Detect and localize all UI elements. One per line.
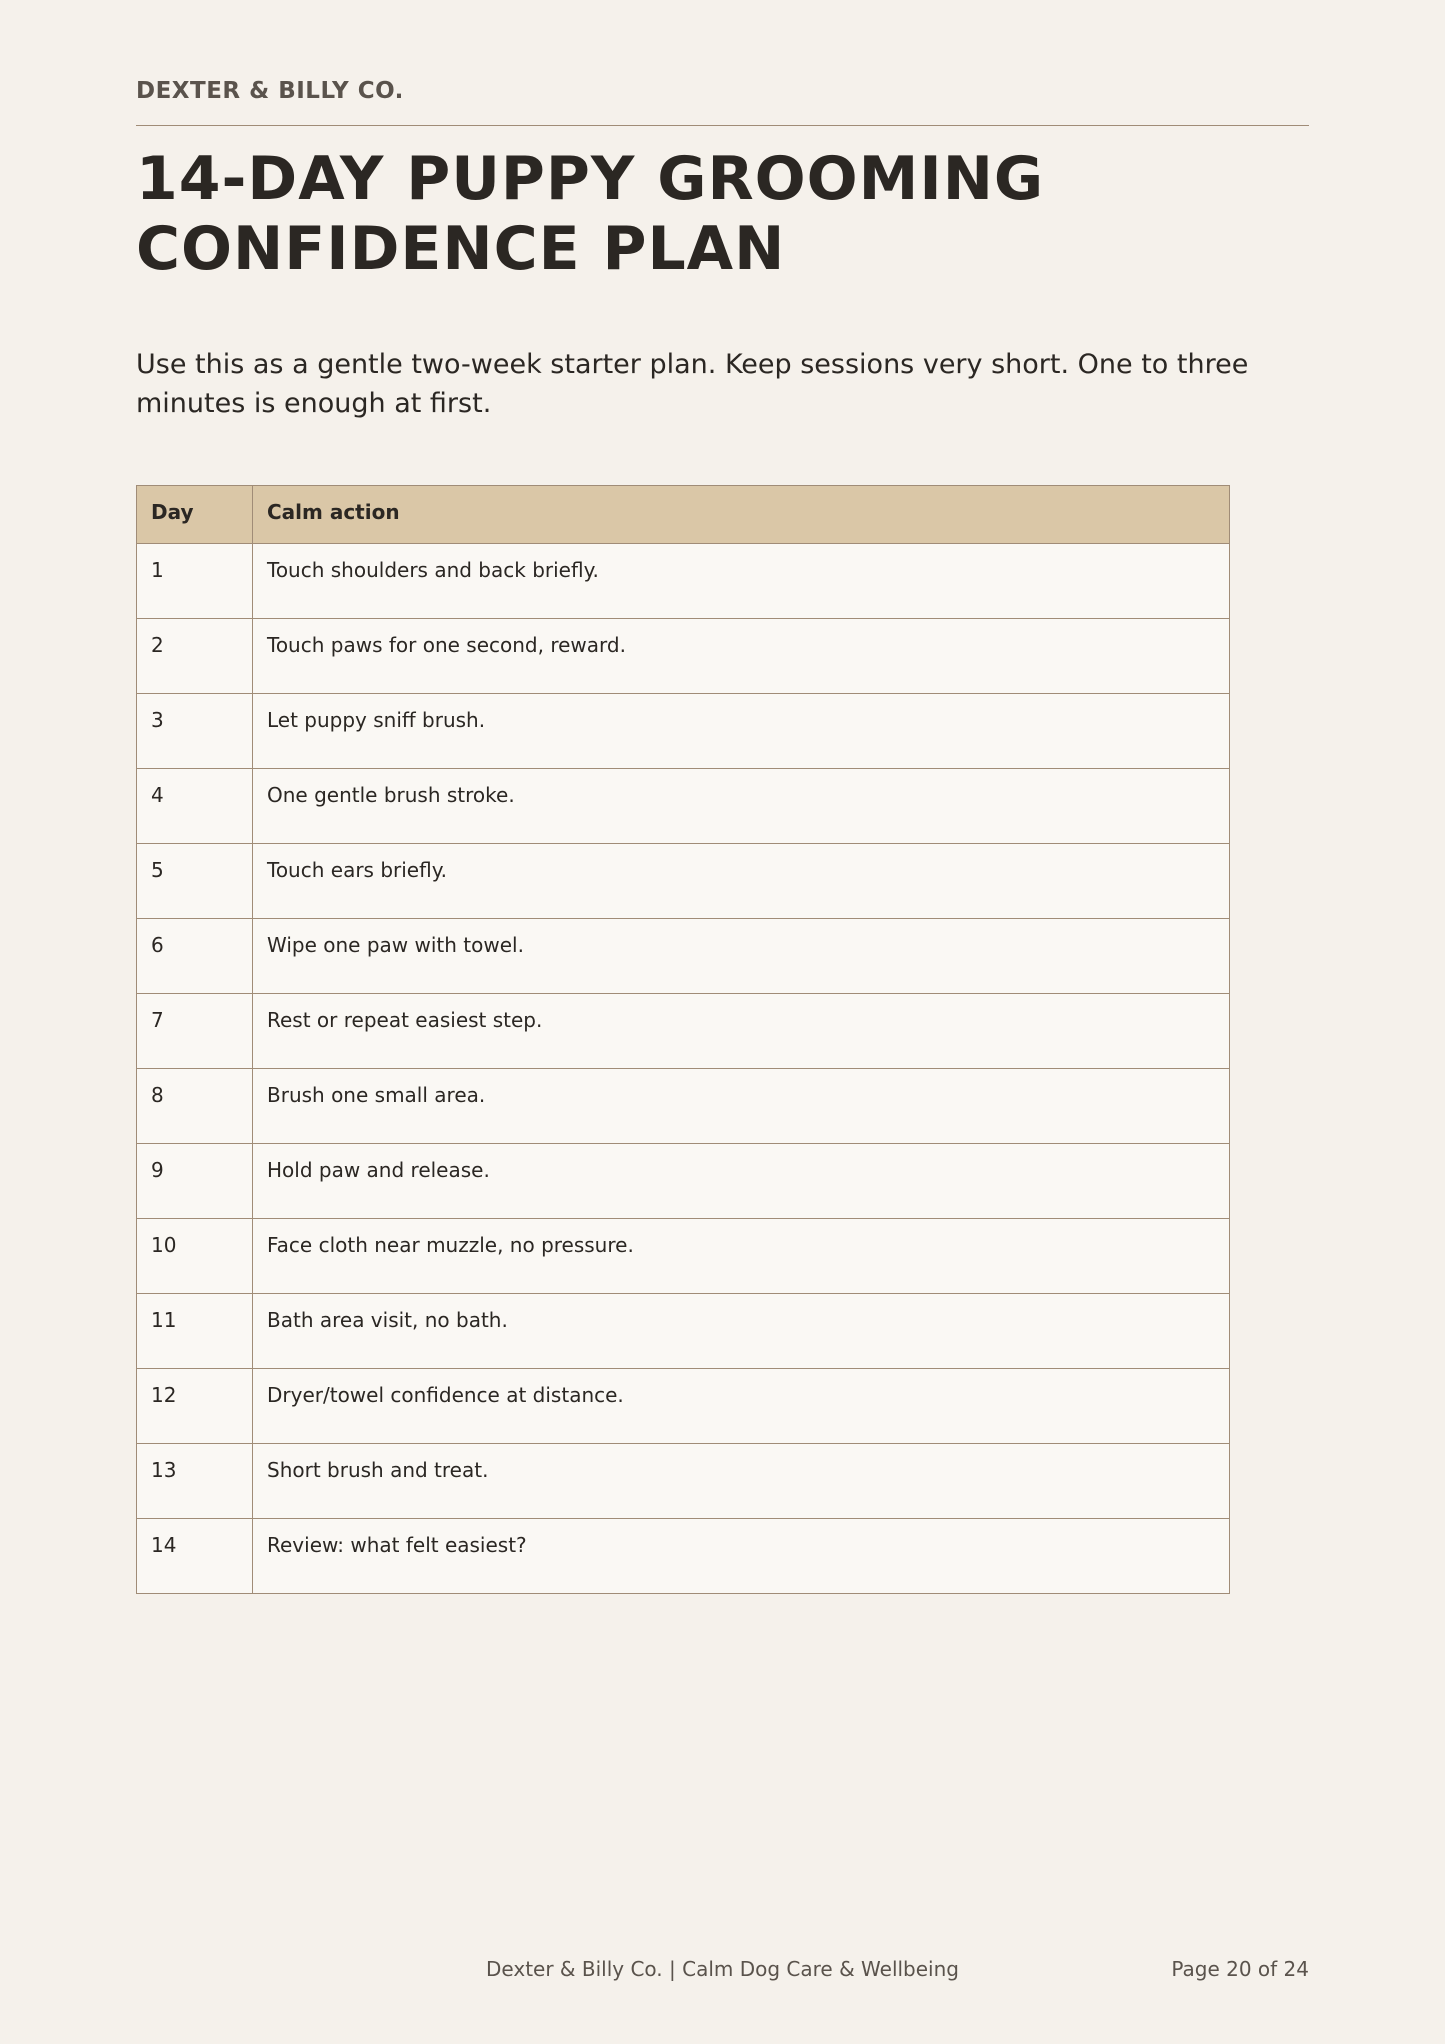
day-cell: 14 — [137, 1519, 253, 1594]
table-row — [137, 1069, 1230, 1144]
footer-brand-line: Dexter & Billy Co. | Calm Dog Care & Wellbeing — [486, 1957, 959, 1981]
action-cell: One gentle brush stroke. — [253, 769, 1230, 844]
action-cell: Dryer/towel confidence at distance. — [253, 1369, 1230, 1444]
page-title-line-2: CONFIDENCE PLAN — [136, 214, 786, 284]
day-cell: 7 — [137, 994, 253, 1069]
grooming-plan-table — [136, 485, 1230, 1594]
day-cell: 5 — [137, 844, 253, 919]
table-row — [137, 844, 1230, 919]
action-cell: Brush one small area. — [253, 1069, 1230, 1144]
table-row — [137, 1444, 1230, 1519]
action-cell: Touch shoulders and back briefly. — [253, 544, 1230, 619]
day-cell: 12 — [137, 1369, 253, 1444]
day-cell: 13 — [137, 1444, 253, 1519]
action-cell: Rest or repeat easiest step. — [253, 994, 1230, 1069]
action-cell: Wipe one paw with towel. — [253, 919, 1230, 994]
day-cell: 1 — [137, 544, 253, 619]
page-title — [136, 144, 1309, 284]
page-number: Page 20 of 24 — [1171, 1957, 1309, 1981]
action-cell: Hold paw and release. — [253, 1144, 1230, 1219]
action-cell: Bath area visit, no bath. — [253, 1294, 1230, 1369]
brand-name: DEXTER & BILLY CO. — [136, 78, 404, 104]
table-row — [137, 994, 1230, 1069]
action-cell: Face cloth near muzzle, no pressure. — [253, 1219, 1230, 1294]
day-cell: 10 — [137, 1219, 253, 1294]
column-header-calm-action: Calm action — [253, 486, 1230, 544]
action-cell: Let puppy sniff brush. — [253, 694, 1230, 769]
day-cell: 11 — [137, 1294, 253, 1369]
intro-paragraph: Use this as a gentle two-week starter plan. Keep sessions very short. One to three minutes is enough at first. — [136, 349, 1249, 419]
action-cell: Touch paws for one second, reward. — [253, 619, 1230, 694]
table-header-row — [137, 486, 1230, 544]
day-cell: 2 — [137, 619, 253, 694]
table-row — [137, 1144, 1230, 1219]
table-row — [137, 1219, 1230, 1294]
table-row — [137, 1294, 1230, 1369]
table-row — [137, 1519, 1230, 1594]
table-row — [137, 694, 1230, 769]
action-cell: Short brush and treat. — [253, 1444, 1230, 1519]
table-row — [137, 769, 1230, 844]
action-cell: Review: what felt easiest? — [253, 1519, 1230, 1594]
table-row — [137, 1369, 1230, 1444]
page-title-line-1: 14-DAY PUPPY GROOMING — [136, 144, 1045, 214]
day-cell: 4 — [137, 769, 253, 844]
header-divider — [136, 125, 1309, 126]
action-cell: Touch ears briefly. — [253, 844, 1230, 919]
day-cell: 9 — [137, 1144, 253, 1219]
day-cell: 3 — [137, 694, 253, 769]
table-row — [137, 544, 1230, 619]
table-row — [137, 919, 1230, 994]
day-cell: 8 — [137, 1069, 253, 1144]
day-cell: 6 — [137, 919, 253, 994]
table-row — [137, 619, 1230, 694]
column-header-day: Day — [137, 486, 253, 544]
